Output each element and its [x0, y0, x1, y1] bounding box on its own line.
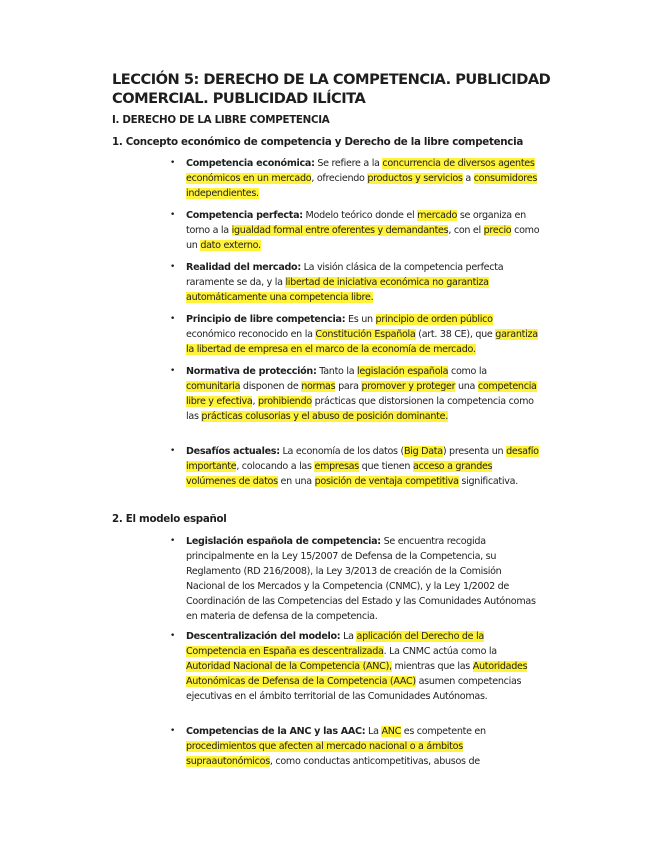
highlighted-text: Autoridades Autonómicas de Defensa de la Competencia (AAC)	[186, 661, 528, 688]
item-text: prácticas que distorsionen la competencia como las	[186, 396, 534, 423]
bullet-marker: •	[170, 262, 176, 272]
item-term: Legislación española de competencia:	[186, 536, 381, 547]
item-text: es competente en	[400, 726, 486, 737]
item-text: Se encuentra recogida principalmente en la Ley 15/2007 de Defensa de la Competencia, su Reglamento (RD 216/2008), la Ley 3/2013 de creación de la Comisión Nacional de los Mercados y la Competencia (CNMC), y la Ley 1/2002 de Coordinación de las Competencias del Estado y las Comunidades Autónomas en materia de defensa de la competencia.	[186, 536, 536, 623]
list-item	[170, 444, 540, 489]
highlighted-text: legislación española	[357, 366, 449, 377]
bullet-marker: •	[170, 726, 176, 736]
item-text: significativa.	[458, 476, 518, 488]
item-text: como un	[186, 225, 540, 252]
highlighted-text: concurrencia de diversos agentes económicos en un mercado	[186, 158, 535, 185]
subsection-heading-1: 1. Concepto económico de competencia y Derecho de la libre competencia	[112, 136, 523, 148]
highlighted-text: productos y servicios	[367, 173, 463, 185]
item-text: , como conductas anticompetitivas, abusos de	[269, 756, 480, 768]
item-term: Realidad del mercado:	[186, 262, 301, 273]
item-term: Desafíos actuales:	[186, 446, 280, 457]
item-term: Normativa de protección:	[186, 366, 317, 377]
bullet-marker: •	[170, 446, 176, 456]
item-text: Es un	[345, 314, 376, 325]
item-text: Se refiere a la	[314, 158, 383, 169]
highlighted-text: consumidores independientes.	[186, 173, 538, 200]
item-text: que tienen	[358, 461, 413, 473]
highlighted-text: Constitución Española	[315, 329, 416, 341]
item-text: , ofreciendo	[311, 173, 368, 185]
list-item	[170, 260, 540, 305]
list-item	[170, 364, 540, 424]
item-text: Modelo teórico donde el	[302, 210, 418, 221]
item-text: a	[462, 173, 474, 185]
highlighted-text: promover y proteger	[361, 381, 456, 393]
bullet-marker: •	[170, 210, 176, 220]
highlighted-text: prácticas colusorias y el abuso de posición dominante.	[201, 411, 448, 423]
highlighted-text: acceso a grandes volúmenes de datos	[186, 461, 493, 488]
item-text: La	[365, 726, 382, 737]
subsection-heading-2: 2. El modelo español	[112, 513, 227, 525]
highlighted-text: posición de ventaja competitiva	[314, 476, 459, 488]
item-text: ) presenta un	[442, 446, 507, 457]
section-heading: I. DERECHO DE LA LIBRE COMPETENCIA	[112, 114, 330, 126]
highlighted-text: precio	[483, 225, 512, 237]
highlighted-text: libertad de iniciativa económica no garantiza automáticamente una competencia libre.	[186, 277, 489, 304]
bullet-marker: •	[170, 314, 176, 324]
item-text: para	[335, 381, 362, 393]
item-text: Tanto la	[316, 366, 358, 377]
item-term: Principio de libre competencia:	[186, 314, 346, 325]
bullet-marker: •	[170, 631, 176, 641]
highlighted-text: mercado	[417, 210, 458, 221]
item-term: Competencias de la ANC y las AAC:	[186, 726, 366, 737]
item-text: económico reconocido en la	[186, 329, 316, 341]
highlighted-text: Autoridad Nacional de la Competencia (ANC),	[186, 661, 392, 673]
list-item	[170, 724, 540, 769]
item-text: en una	[277, 476, 315, 488]
highlighted-text: normas	[301, 381, 336, 393]
highlighted-text: principio de orden público	[375, 314, 493, 325]
highlighted-text: competencia libre y efectiva	[186, 381, 537, 408]
bullet-marker: •	[170, 366, 176, 376]
item-text: se organiza en torno a la	[186, 210, 526, 237]
item-term: Competencia perfecta:	[186, 210, 303, 221]
item-text: (art. 38 CE), que	[415, 329, 496, 341]
item-text: asumen competencias ejecutivas en el ámbito territorial de las Comunidades Autónomas.	[186, 676, 522, 703]
item-text: como la	[448, 366, 487, 377]
item-text: , colocando a las	[236, 461, 315, 473]
list-item	[170, 208, 540, 253]
item-text: una	[455, 381, 478, 393]
item-text: . La CNMC actúa como la	[383, 646, 497, 658]
list-item	[170, 156, 540, 201]
item-text: disponen de	[240, 381, 302, 393]
highlighted-text: prohibiendo	[257, 396, 312, 408]
highlighted-text: dato externo.	[200, 240, 261, 252]
highlighted-text: Big Data	[403, 446, 443, 457]
highlighted-text: comunitaria	[186, 381, 241, 393]
bullet-marker: •	[170, 158, 176, 168]
highlighted-text: empresas	[314, 461, 359, 473]
bullet-marker: •	[170, 536, 176, 546]
page-title: LECCIÓN 5: DERECHO DE LA COMPETENCIA. PUBLICIDAD COMERCIAL. PUBLICIDAD ILÍCITA	[112, 71, 551, 107]
list-item	[170, 312, 540, 357]
list-item	[170, 629, 540, 704]
highlighted-text: ANC	[381, 726, 401, 737]
list-item	[170, 534, 540, 625]
highlighted-text: desafío importante	[186, 446, 539, 473]
item-text: , con el	[448, 225, 484, 237]
item-text: La visión clásica de la competencia perfecta raramente se da, y la	[186, 262, 504, 289]
highlighted-text: garantiza la libertad de empresa en el marco de la economía de mercado.	[186, 329, 538, 356]
item-term: Descentralización del modelo:	[186, 631, 341, 642]
item-text: mientras que las	[391, 661, 473, 673]
item-text: ,	[252, 396, 258, 408]
highlighted-text: procedimientos que afecten al mercado nacional o a ámbitos supraautonómicos	[186, 741, 463, 768]
highlighted-text: aplicación del Derecho de la Competencia en España es descentralizada	[186, 631, 484, 658]
item-text: La economía de los datos (	[279, 446, 404, 457]
highlighted-text: igualdad formal entre oferentes y demandantes	[231, 225, 449, 237]
item-term: Competencia económica:	[186, 158, 315, 169]
item-text: La	[340, 631, 357, 642]
